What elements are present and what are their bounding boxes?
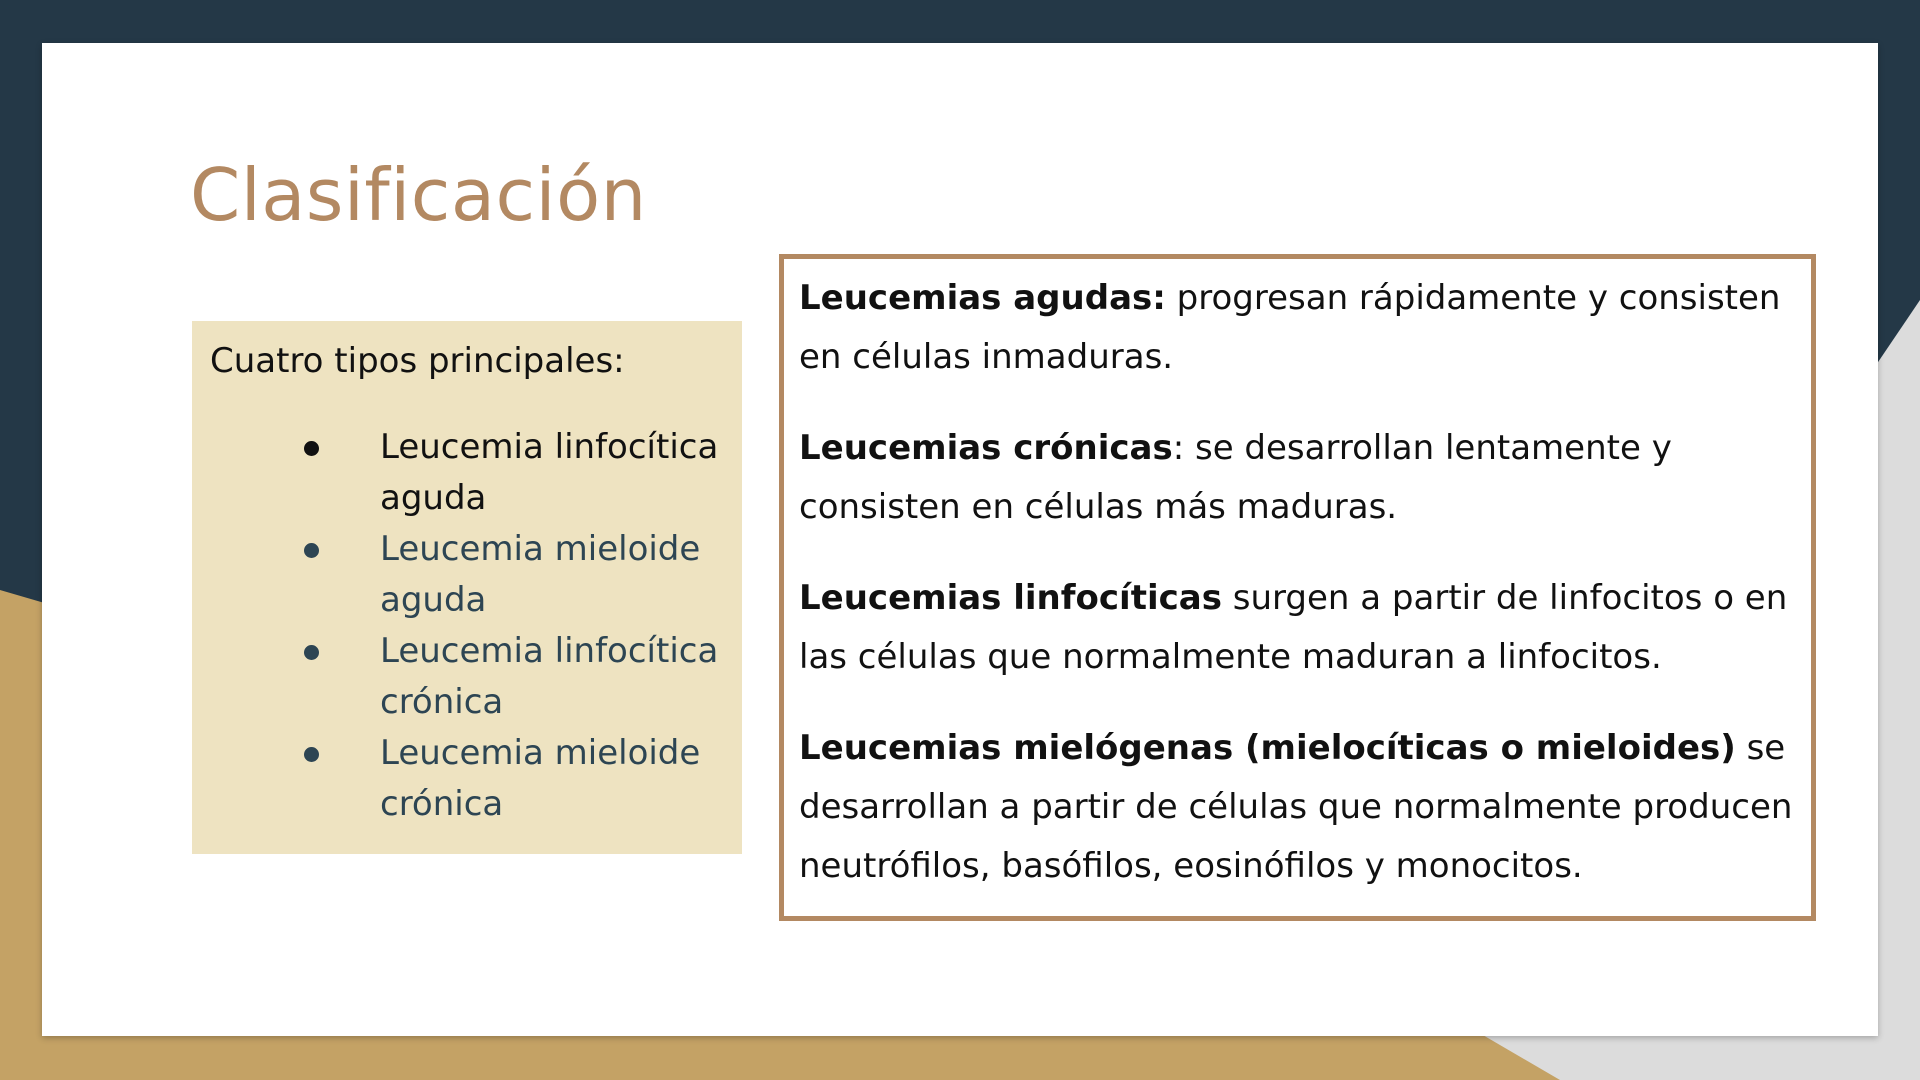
list-item xyxy=(192,422,740,524)
slide-title: Clasificación xyxy=(190,153,647,237)
list-item xyxy=(192,728,740,830)
types-panel xyxy=(192,321,742,854)
list-item-label: Leucemia linfocítica aguda xyxy=(380,427,719,518)
slide xyxy=(42,43,1878,1036)
types-list xyxy=(192,422,742,830)
definition-term: Leucemias mielógenas (mielocíticas o mieloides) xyxy=(799,728,1736,768)
bullet-icon xyxy=(304,645,319,660)
definition-myelogenous xyxy=(799,719,1804,896)
definitions-panel xyxy=(779,254,1816,921)
bullet-icon xyxy=(304,441,319,456)
definition-term: Leucemias crónicas xyxy=(799,428,1173,468)
list-item xyxy=(192,626,740,728)
definition-text: progresan rápidamente y consisten en células inmaduras. xyxy=(799,278,1781,377)
definition-term: Leucemias linfocíticas xyxy=(799,578,1222,618)
definition-lymphocytic xyxy=(799,569,1804,687)
list-item-label: Leucemia mieloide crónica xyxy=(380,733,701,824)
definition-term: Leucemias agudas: xyxy=(799,278,1166,318)
definition-chronic xyxy=(799,419,1804,537)
definition-text: surgen a partir de linfocitos o en las células que normalmente maduran a linfocitos. xyxy=(799,578,1788,677)
list-item xyxy=(192,524,740,626)
definition-text: se desarrollan a partir de células que normalmente producen neutrófilos, basófilos, eosinófilos y monocitos. xyxy=(799,728,1793,886)
definition-text: : se desarrollan lentamente y consisten en células más maduras. xyxy=(799,428,1672,527)
definition-acute xyxy=(799,269,1804,387)
list-item-label: Leucemia mieloide aguda xyxy=(380,529,701,620)
list-item-label: Leucemia linfocítica crónica xyxy=(380,631,719,722)
types-intro: Cuatro tipos principales: xyxy=(210,341,625,381)
bullet-icon xyxy=(304,747,319,762)
bullet-icon xyxy=(304,543,319,558)
